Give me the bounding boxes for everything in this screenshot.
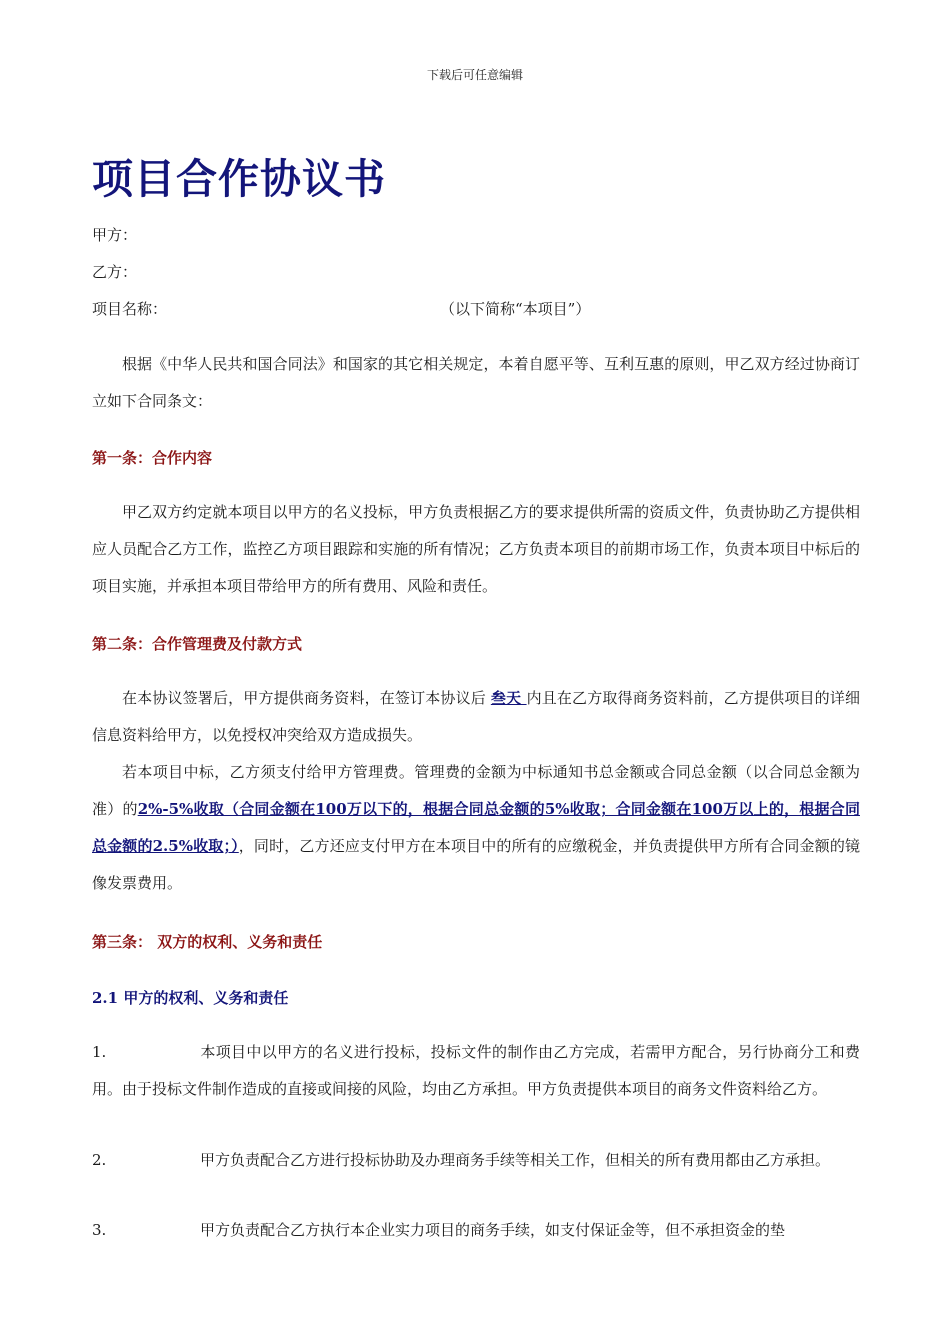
party-b-label: 乙方：: [92, 263, 138, 281]
article1-body: 甲乙双方约定就本项目以甲方的名义投标，甲方负责根据乙方的要求提供所需的资质文件，负责协助乙方提供相应人员配合乙方工作，监控乙方项目跟踪和实施的所有情况；乙方负责本项目的前期市场工作，负责本项目中标后的项目实施，并承担本项目带给甲方的所有费用、风险和责任。: [92, 503, 860, 595]
article2-p2-fee-rate: 2%-5%收取（合同金额在100万以下的，根据合同总金额的5%收取；合同金额在100万以上的，根据合同总金额的2.5%收取；）: [92, 800, 860, 855]
article2-paragraph2: [92, 754, 860, 902]
project-alias: （以下简称“本项目”）: [440, 300, 591, 318]
article2-p1-after: 内且在乙方取得商务资料前，乙方提供项目的详细信息资料给甲方，以免授权冲突给双方造成损失。: [92, 689, 860, 744]
article2-p1-before: 在本协议签署后，甲方提供商务资料，在签订本协议后: [122, 689, 491, 707]
article1-heading: 第一条：合作内容: [92, 449, 213, 467]
article2-p2-after: ，同时，乙方还应支付甲方在本项目中的所有的应缴税金，并负责提供甲方所有合同金额的镜像发票费用。: [92, 837, 860, 892]
article2-paragraph1: [92, 680, 860, 754]
project-name-label: 项目名称：: [92, 300, 168, 318]
document-title: 项目合作协议书: [92, 155, 386, 203]
article2-p1-days: 叁天: [490, 689, 527, 707]
list-item: [92, 1212, 860, 1249]
intro-paragraph: 根据《中华人民共和国合同法》和国家的其它相关规定，本着自愿平等、互利互惠的原则，甲乙双方经过协商订立如下合同条文：: [92, 355, 860, 410]
list-item-number: 3.: [92, 1221, 107, 1239]
list-item-number: 2.: [92, 1151, 107, 1169]
article3-subheading: 2.1 甲方的权利、义务和责任: [92, 989, 289, 1007]
article3-heading: 第三条： 双方的权利、义务和责任: [92, 933, 323, 951]
list-item-text: 本项目中以甲方的名义进行投标，投标文件的制作由乙方完成，若需甲方配合，另行协商分工和费用。由于投标文件制作造成的直接或间接的风险，均由乙方承担。甲方负责提供本项目的商务文件资料给乙方。: [92, 1043, 860, 1098]
list-item: [92, 1142, 860, 1179]
article2-p2-before: 若本项目中标，乙方须支付给甲方管理费。管理费的金额为中标通知书总金额或合同总金额（以合同总金额为准）的: [92, 763, 860, 818]
list-item: [92, 1034, 860, 1108]
list-item-text: 甲方负责配合乙方执行本企业实力项目的商务手续，如支付保证金等，但不承担资金的垫: [200, 1221, 786, 1239]
header-note: 下载后可任意编辑: [426, 68, 523, 82]
article2-heading: 第二条：合作管理费及付款方式: [92, 635, 303, 653]
list-item-number: 1.: [92, 1043, 107, 1061]
party-a-label: 甲方：: [92, 226, 138, 244]
list-item-text: 甲方负责配合乙方进行投标协助及办理商务手续等相关工作，但相关的所有费用都由乙方承担。: [200, 1151, 831, 1169]
